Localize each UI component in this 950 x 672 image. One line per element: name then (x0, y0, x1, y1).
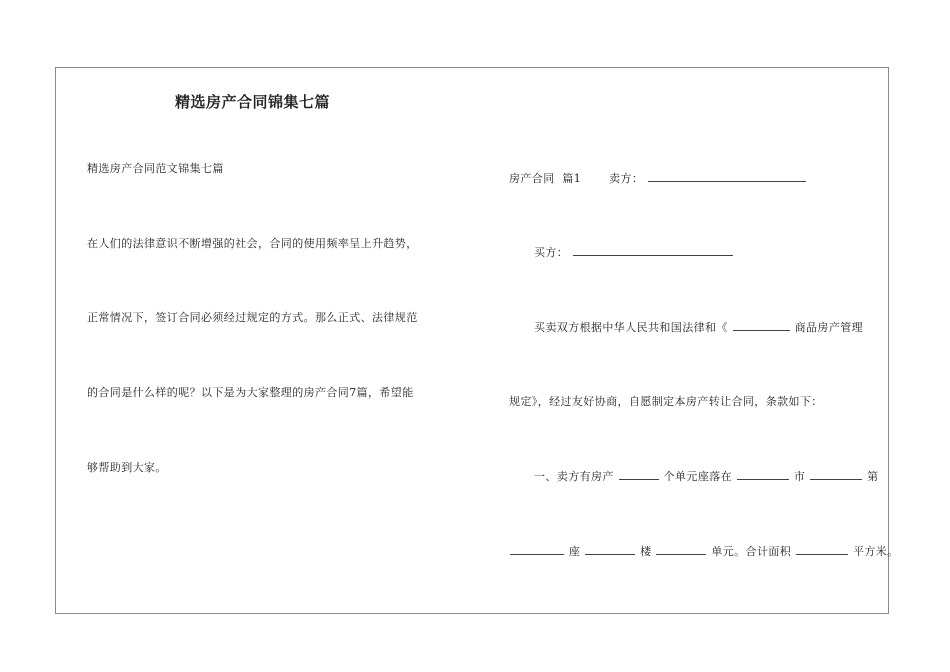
body-line-4: 够帮助到大家。 (87, 461, 167, 474)
clause1-line (534, 468, 878, 484)
clause1-a: 一、卖方有房产 (534, 470, 614, 483)
city-blank (737, 469, 789, 480)
buyer-label: 买方： (534, 246, 569, 259)
document-title: 精选房产合同锦集七篇 (175, 93, 331, 111)
body-line-3: 的合同是什么样的呢？以下是为大家整理的房产合同7篇，希望能 (87, 386, 414, 399)
regulation-blank (733, 320, 790, 331)
clause1-d: 第 (867, 470, 879, 483)
para1-end: 商品房产管理 (794, 321, 864, 334)
buyer-line (534, 244, 734, 260)
area-blank (796, 544, 848, 555)
unit-blank (656, 544, 706, 555)
clause1-f: 楼 (640, 545, 652, 558)
seller-line (509, 170, 807, 186)
floor-blank (585, 544, 635, 555)
clause1-h: 平方米。 (852, 545, 899, 558)
clause1-b: 个单元座落在 (663, 470, 733, 483)
unit-count-blank (619, 469, 659, 480)
clause1-cont-line (509, 543, 899, 559)
body-line-2: 正常情况下，签订合同必须经过规定的方式。那么正式、法律规范 (87, 311, 418, 324)
para1-line (534, 319, 863, 335)
clause1-c: 市 (793, 470, 806, 483)
para2-line: 规定》，经过友好协商，自愿制定本房产转让合同，条款如下： (509, 395, 823, 408)
para1-start: 买卖双方根据中华人民共和国法律和《 (534, 321, 728, 334)
clause1-e: 座 (568, 545, 581, 558)
district-blank (810, 469, 862, 480)
document-page (55, 67, 889, 614)
building-blank (510, 544, 564, 555)
clause1-g: 单元。合计面积 (711, 545, 792, 558)
section-label: 房产合同 篇1 (509, 172, 582, 185)
document-subtitle: 精选房产合同范文锦集七篇 (87, 162, 224, 175)
body-line-1: 在人们的法律意识不断增强的社会，合同的使用频率呈上升趋势， (87, 237, 418, 250)
buyer-blank (573, 245, 733, 256)
seller-label: 卖方： (609, 172, 644, 185)
seller-blank (648, 171, 806, 182)
